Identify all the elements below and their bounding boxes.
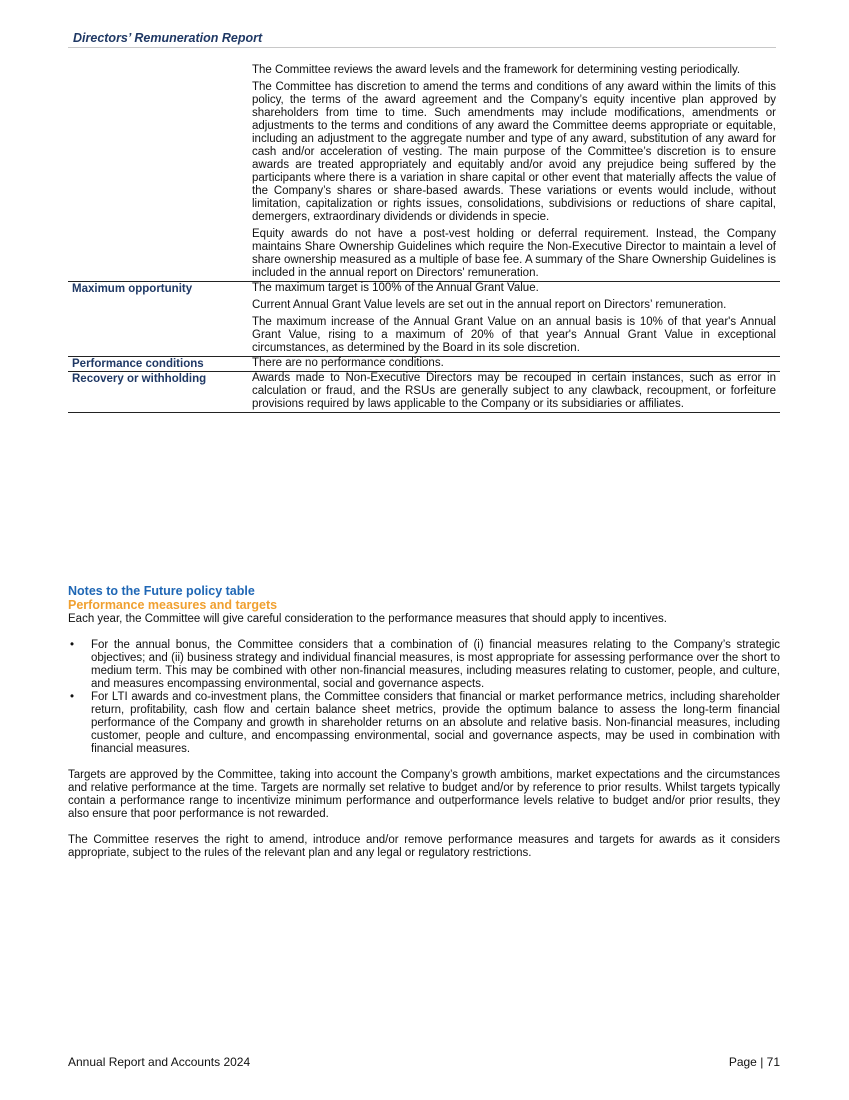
- table-content-cell: [248, 64, 780, 282]
- notes-bullet-list: [68, 639, 780, 756]
- notes-subtitle: Performance measures and targets: [68, 598, 278, 612]
- table-row-recovery-withholding: [68, 372, 780, 413]
- row-paragraph: Current Annual Grant Value levels are set out in the annual report on Directors’ remuneration.: [252, 299, 727, 311]
- report-section-title: Directors’ Remuneration Report: [73, 31, 263, 45]
- list-item: [68, 639, 780, 691]
- table-content-cell: [248, 372, 780, 413]
- page-header: [68, 31, 776, 48]
- table-content-cell: [248, 357, 780, 372]
- continuation-paragraph: Equity awards do not have a post-vest holding or deferral requirement. Instead, the Company maintains Share Ownership Guidelines which require the Non-Executive Director to maintain a level of share ownership measured as a multiple of base fee. A summary of the Share Ownership Guidelines is included in the annual report on Directors' remuneration.: [252, 228, 776, 279]
- continuation-paragraph: The Committee has discretion to amend the terms and conditions of any award within the limits of this policy, the terms of the award agreement and the Company’s equity incentive plan approved by shareholders from time to time. Such amendments may include modifications, amendments or adjustments to the terms and conditions of any award the Committee deems appropriate or equitable, including an adjustment to the aggregate number and type of any award, substitution of any award for cash and/or acceleration of vesting. The main purpose of the Committee’s discretion is to ensure awards are treated appropriately and equitably and/or avoid any prejudice being suffered by the participants where there is a variation in share capital or other event that materially affects the value of the Company’s shares or share-based awards. These variations or events would include, without limitation, capitalization or rights issues, consolidations, subdivisions or reductions of share capital, demergers, extraordinary dividends or dividends in specie.: [252, 81, 776, 223]
- notes-paragraph: The Committee reserves the right to amend, introduce and/or remove performance measures and targets for awards as it considers appropriate, subject to the rules of the relevant plan and any legal or regulatory restrictions.: [68, 834, 780, 859]
- notes-paragraph: Targets are approved by the Committee, taking into account the Company’s growth ambitions, market expectations and the circumstances and relative performance at the time. Targets are normally set relative to budget and/or by reference to prior results. Whilst targets typically contain a performance range to incentivize minimum performance and outperformance levels relative to budget and/or prior results, they also ensure that poor performance is not rewarded.: [68, 769, 780, 820]
- table-row-performance-conditions: [68, 357, 780, 372]
- table-row-continuation: [68, 64, 780, 282]
- table-content-cell: [248, 282, 780, 357]
- future-policy-table: [68, 64, 780, 413]
- bullet-text: For the annual bonus, the Committee considers that a combination of (i) financial measures relating to the Company’s strategic objectives; and (ii) business strategy and individual financial measures, is most appropriate for assessing performance over the short to medium term. This may be combined with other non-financial measures, including measures relating to customer, people, and culture, and measures encompassing environmental, social and governance aspects.: [91, 639, 780, 690]
- continuation-paragraph: The Committee reviews the award levels and the framework for determining vesting periodically.: [252, 64, 741, 76]
- page-number: Page | 71: [728, 1055, 780, 1069]
- row-label: Maximum opportunity: [68, 282, 248, 357]
- notes-section: [68, 584, 780, 860]
- table-label-cell-empty: [68, 64, 248, 282]
- row-paragraph: The maximum target is 100% of the Annual Grant Value.: [252, 282, 539, 294]
- footer-report-name: Annual Report and Accounts 2024: [68, 1055, 251, 1069]
- page-footer: [68, 1055, 780, 1069]
- notes-title: Notes to the Future policy table: [68, 584, 255, 598]
- bullet-icon: •: [70, 639, 75, 651]
- table-row-maximum-opportunity: [68, 282, 780, 357]
- row-paragraph: The maximum increase of the Annual Grant Value on an annual basis is 10% of that year's Annual Grant Value, rising to a maximum of 20% of that year's Annual Grant Value in exceptional circumstances, as determined by the Board in its sole discretion.: [252, 316, 776, 354]
- bullet-text: For LTI awards and co-investment plans, the Committee considers that financial or market performance metrics, including shareholder return, profitability, cash flow and certain balance sheet metrics, provide the optimum balance to assess the long-term financial performance of the Company and growth in shareholder returns on an absolute and relative basis. Non-financial measures, including customer, people and culture, and encompassing environmental, social and governance aspects, may be used in combination with financial measures.: [91, 691, 780, 755]
- row-label: Performance conditions: [68, 357, 248, 372]
- notes-intro: Each year, the Committee will give careful consideration to the performance measures that should apply to incentives.: [68, 613, 667, 625]
- list-item: [68, 691, 780, 756]
- bullet-icon: •: [70, 691, 75, 703]
- row-paragraph: There are no performance conditions.: [252, 357, 444, 369]
- row-paragraph: Awards made to Non-Executive Directors may be recouped in certain instances, such as error in calculation or fraud, and the RSUs are generally subject to any clawback, recoupment, or forfeiture provisions required by laws applicable to the Company or its subsidiaries or affiliates.: [252, 372, 776, 410]
- row-label: Recovery or withholding: [68, 372, 248, 413]
